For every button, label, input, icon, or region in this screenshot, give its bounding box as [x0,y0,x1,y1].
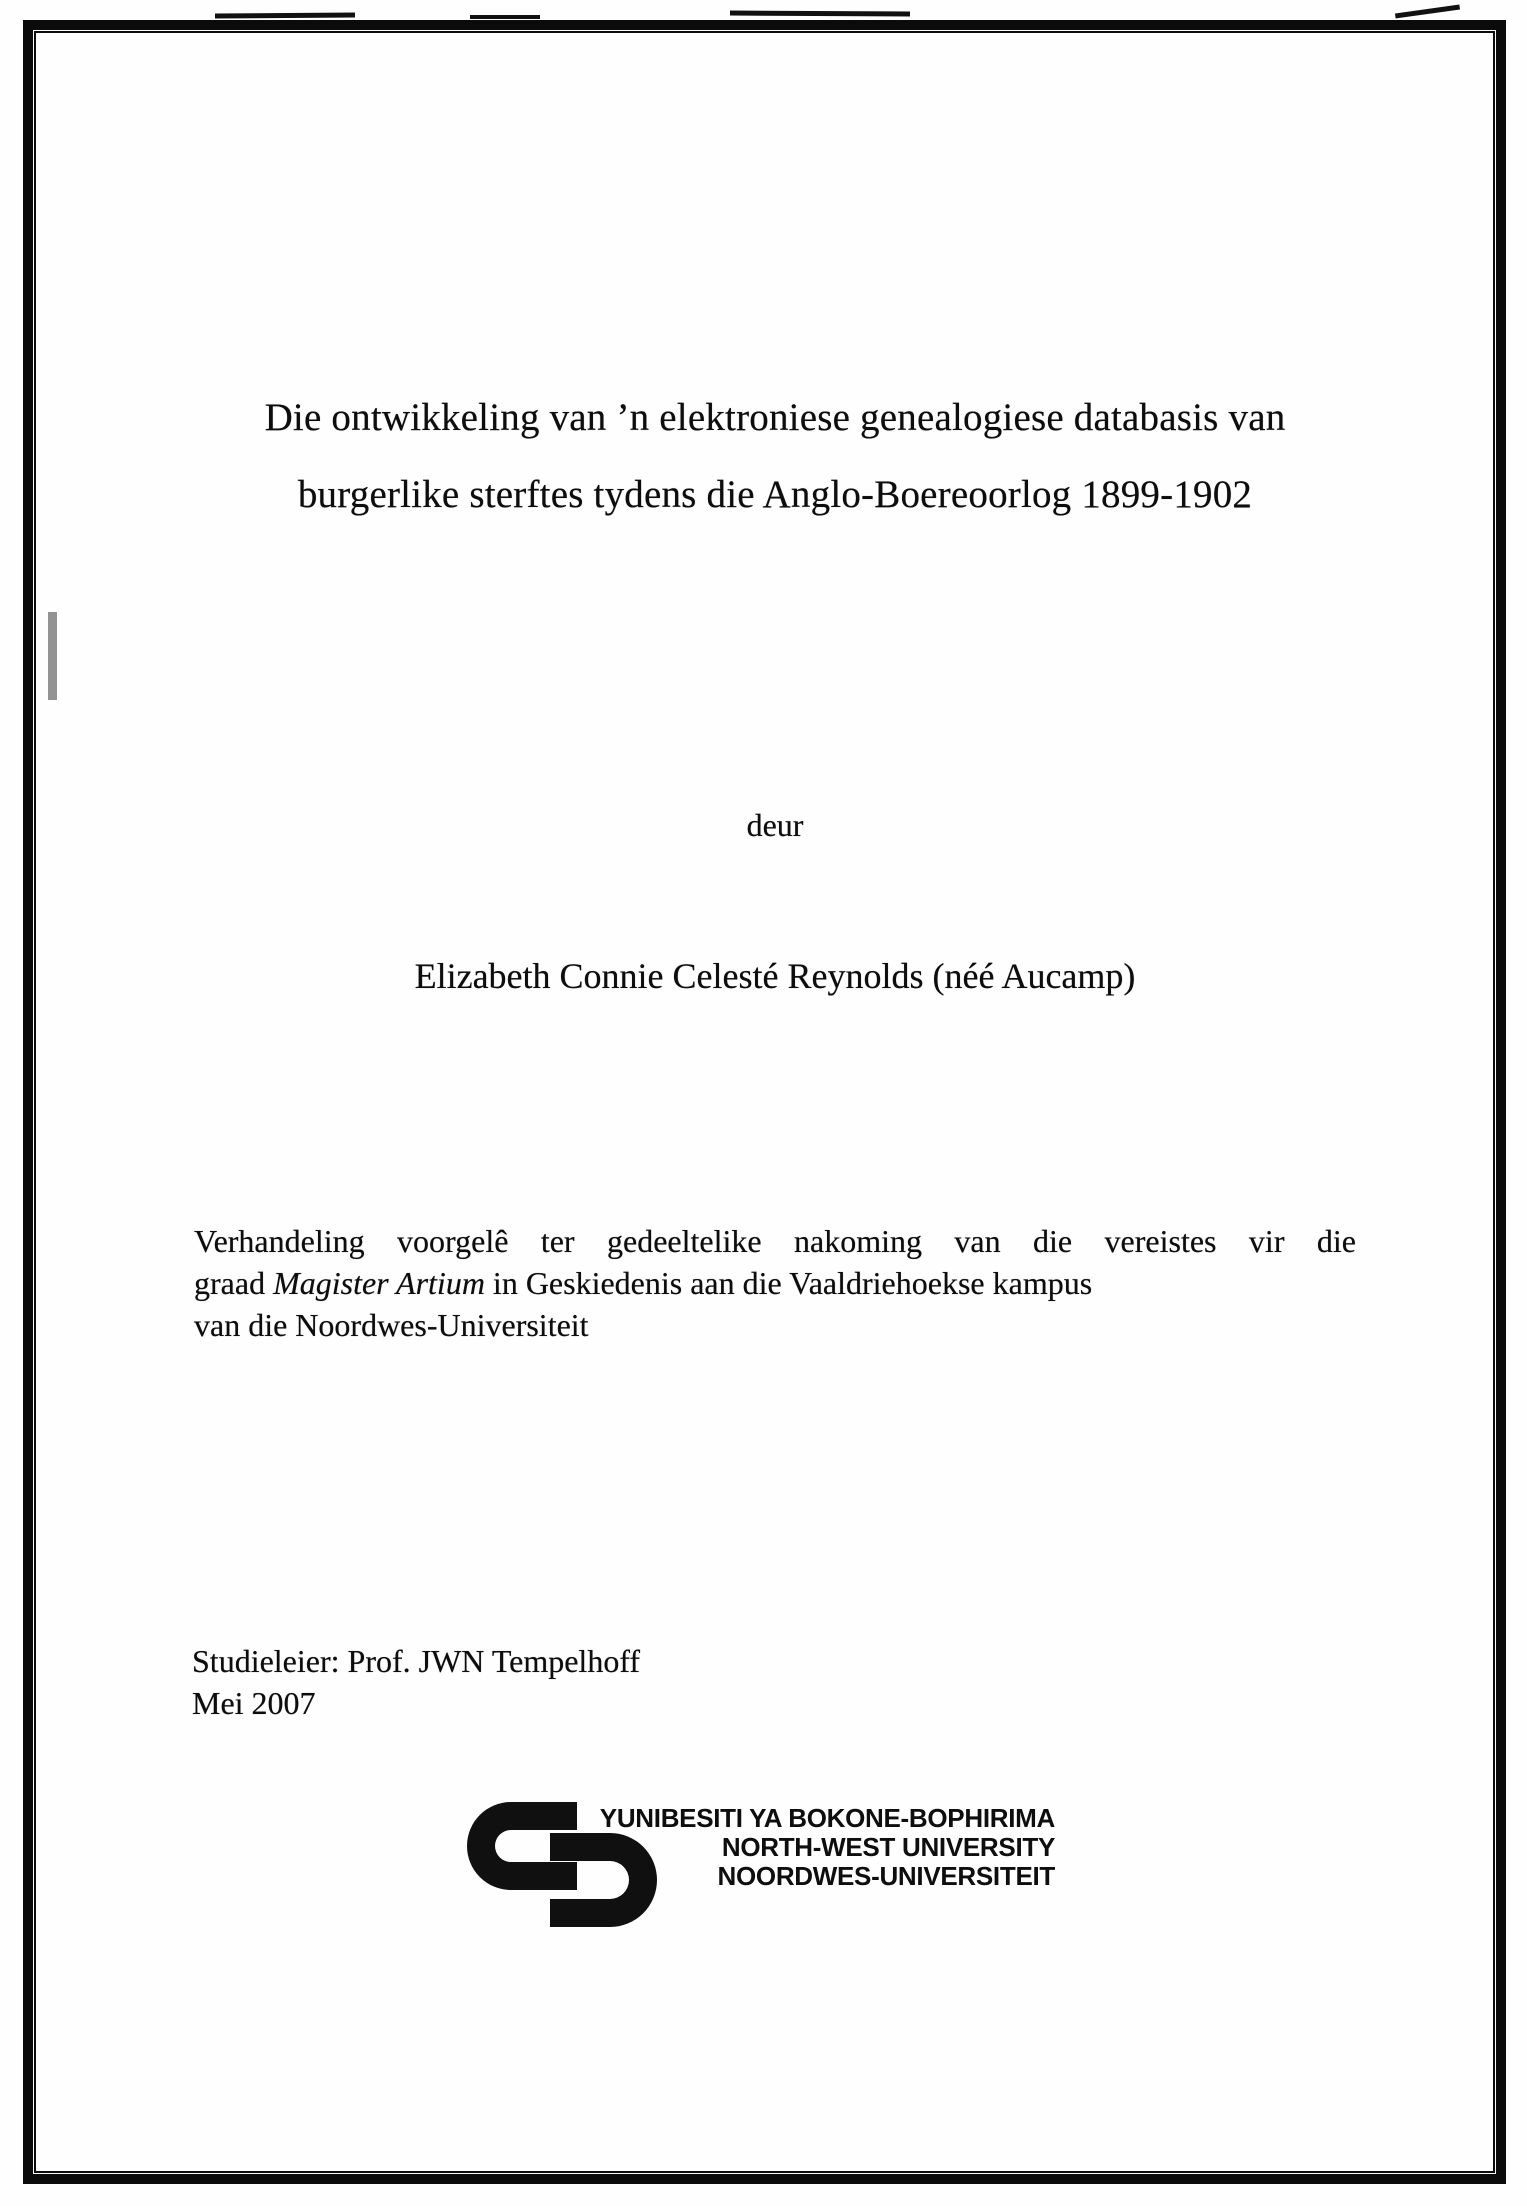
supervisor-line: Studieleier: Prof. JWN Tempelhoff [192,1643,641,1679]
thesis-title-line1: Die ontwikkeling van ’n elektroniese genealogiese databasis van [264,396,1286,439]
statement-degree-suffix: in Geskiedenis aan die Vaaldriehoekse kampus [484,1265,1093,1301]
supervisor-and-date [192,1640,640,1724]
date-line: Mei 2007 [192,1685,316,1721]
nwu-wordmark-line2: NORTH-WEST UNIVERSITY [721,1832,1055,1862]
thesis-statement-line3: van die Noordwes-Universiteit [194,1307,589,1343]
thesis-title-line2: burgerlike sterftes tydens die Anglo-Boereoorlog 1899-1902 [297,473,1253,516]
nwu-logo [467,1802,1067,1932]
nwu-wordmark-line3: NOORDWES-UNIVERSITEIT [717,1861,1055,1891]
thesis-statement [194,1220,1356,1346]
thesis-title [194,379,1356,533]
statement-degree-prefix: graad [194,1265,274,1301]
nwu-wordmark-line1: YUNIBESITI YA BOKONE-BOPHIRIMA [599,1803,1055,1833]
byline-label: deur [746,807,804,843]
statement-degree-name: Magister Artium [273,1265,485,1301]
author-name: Elizabeth Connie Celesté Reynolds (néé Aucamp) [414,956,1136,996]
thesis-statement-line2 [194,1262,1356,1304]
scan-artifact [1395,5,1460,19]
thesis-statement-line1: Verhandeling voorgelê ter gedeeltelike nakoming van die vereistes vir die [194,1223,1356,1259]
scan-artifact [48,612,57,700]
nwu-wordmark [590,1804,1055,1891]
